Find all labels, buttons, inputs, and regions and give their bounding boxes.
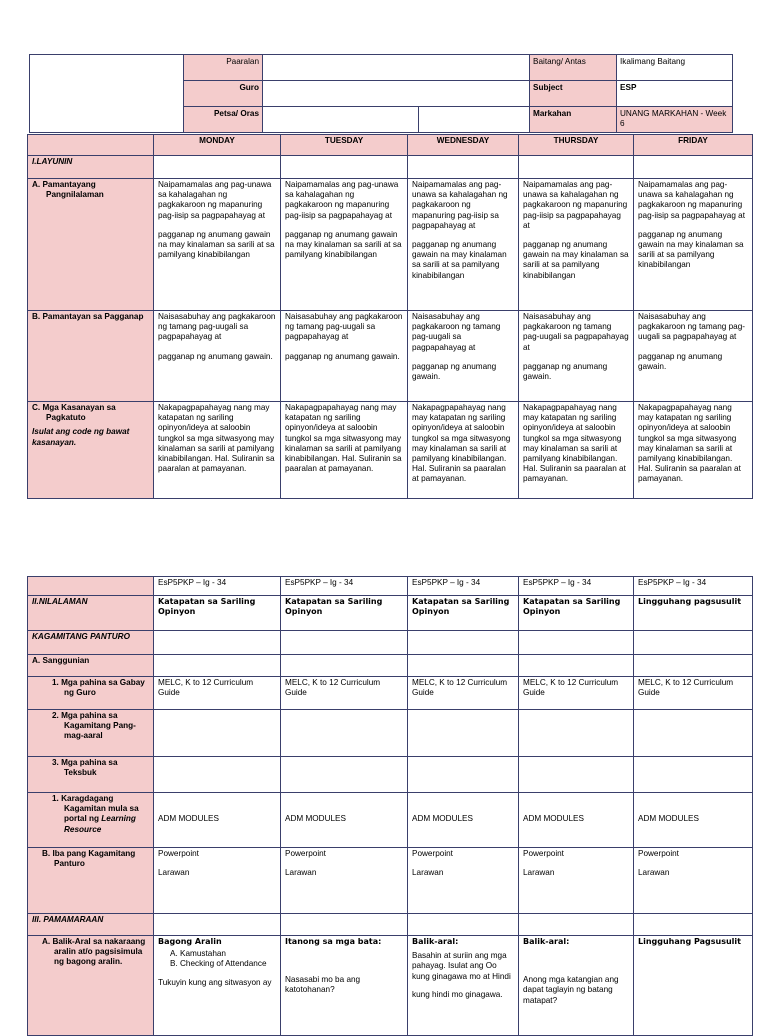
nilalaman-thursday: Katapatan sa Sariling Opinyon [519,596,634,631]
nilalaman-wednesday: Katapatan sa Sariling Opinyon [408,596,519,631]
pamantayang-thursday: Naipamamalas ang pag-unawa sa kahalagahan ng pagkakaroon ng mapanuring pag-iisip sa pagpapahayag at pagganap ng anumang gawain na may kinalaman sa sarili at sa pamilyang kinabibilangan [519,179,634,311]
kasanayan-thursday: Nakapagpapahayag nang may katapatan ng sariling opinyon/ideya at saloobin tungkol sa mga sitwasyong may kinalaman sa sarili at pamilyang kinabibilangan. Hal. Suliranin sa paaralan at pamayanan. [519,402,634,499]
nilalaman-friday: Lingguhang pagsusulit [634,596,753,631]
balik-aral-label: A. Balik-Aral sa nakaraang aralin at/o pagsisimula ng bagong aralin. [28,936,154,1036]
kasanayan-monday: Nakapagpapahayag nang may katapatan ng sariling opinyon/ideya at saloobin tungkol sa mga sitwasyong may kinalaman sa sarili at pamilyang kinabibilangan. Hal. Suliranin sa paaralan at pamayanan. [154,402,281,499]
teacher-value[interactable] [263,81,530,107]
day-monday: MONDAY [154,135,281,156]
iba-friday: Powerpoint Larawan [634,848,753,914]
iba-thursday: Powerpoint Larawan [519,848,634,914]
kasanayan-friday: Nakapagpapahayag nang may katapatan ng sariling opinyon/ideya at saloobin tungkol sa mga sitwasyong may kinalaman sa sarili at pamilyang kinabibilangan. Hal. Suliranin sa paaralan at pamayanan. [634,402,753,499]
karagdagang-kagamitan-label: 1. Karagdagang Kagamitan mula sa portal ng Learning Resource [28,793,154,848]
iba-monday: Powerpoint Larawan [154,848,281,914]
pagganap-friday: Naisasabuhay ang pagkakaroon ng tamang pag-uugali sa pagpapahayag at pagganap ng anumang gawain. [634,311,753,402]
gabay-guro-thursday: MELC, K to 12 Curriculum Guide [519,677,634,710]
pagganap-wednesday: Naisasabuhay ang pagkakaroon ng tamang pag-uugali sa pagpapahayag at pagganap ng anumang gawain. [408,311,519,402]
school-value[interactable] [263,55,530,81]
kagamitang-mag-aaral-label: 2. Mga pahina sa Kagamitang Pang-mag-aaral [28,710,154,757]
monday-list: A. Kamustahan B. Checking of Attendance [170,949,267,969]
nilalaman-table [27,576,753,1036]
teksbuk-label: 3. Mga pahina sa Teksbuk [28,757,154,793]
subject-label: Subject [530,81,617,107]
pagganap-thursday: Naisasabuhay ang pagkakaroon ng tamang pag-uugali sa pagpapahayag at pagganap ng anumang gawain. [519,311,634,402]
layunin-label: I.LAYUNIN [28,156,154,179]
quarter-label: Markahan [530,107,617,133]
grade-label: Baitang/ Antas [530,55,617,81]
date-label: Petsa/ Oras [184,107,263,133]
kasanayan-note: Isulat ang code ng bawat kasanayan. [32,427,130,447]
balik-tuesday: Itanong sa mga bata: Nasasabi mo ba ang katotohanan? [281,936,408,1036]
nilalaman-tuesday: Katapatan sa Sariling Opinyon [281,596,408,631]
adm-monday: ADM MODULES [154,793,281,848]
pamantayang-friday: Naipamamalas ang pag-unawa sa kahalagahan ng pagkakaroon ng mapanuring pag-iisip sa pagpapahayag at pagganap ng anumang gawain na may kinalaman sa sarili at sa pamilyang kinabibilangan [634,179,753,311]
kasanayan-tuesday: Nakapagpapahayag nang may katapatan ng sariling opinyon/ideya at saloobin tungkol sa mga sitwasyong may kinalaman sa sarili at pamilyang kinabibilangan. Hal. Suliranin sa paaralan at pamayanan. [281,402,408,499]
day-tuesday: TUESDAY [281,135,408,156]
teacher-label: Guro [184,81,263,107]
kasanayan-wednesday: Nakapagpapahayag nang may katapatan ng sariling opinyon/ideya at saloobin tungkol sa mga sitwasyong may kinalaman sa sarili at pamilyang kinabibilangan. Hal. Suliranin sa paaralan at pamayanan. [408,402,519,499]
day-wednesday: WEDNESDAY [408,135,519,156]
pamantayang-monday: Naipamamalas ang pag-unawa sa kahalagahan ng pagkakaroon ng mapanuring pag-iisip sa pagpapahayag at pagganap ng anumang gawain na may kinalaman sa sarili at sa pamilyang kinabibilangan [154,179,281,311]
pagganap-tuesday: Naisasabuhay ang pagkakaroon ng tamang pag-uugali sa pagpapahayag at pagganap ng anumang gawain. [281,311,408,402]
nilalaman-label: II.NILALAMAN [28,596,154,631]
school-label: Paaralan [184,55,263,81]
code-thursday: EsP5PKP – Ig - 34 [519,577,634,596]
day-thursday: THURSDAY [519,135,634,156]
pamantayang-tuesday: Naipamamalas ang pag-unawa sa kahalagahan ng pagkakaroon ng mapanuring pag-iisip sa pagpapahayag at pagganap ng anumang gawain na may kinalaman sa sarili at sa pamilyang kinabibilangan [281,179,408,311]
header-blank [30,55,184,133]
gabay-guro-wednesday: MELC, K to 12 Curriculum Guide [408,677,519,710]
pamantayan-pagganap-label: B. Pamantayan sa Pagganap [28,311,154,402]
date-value[interactable] [263,107,419,133]
corner-cell [28,135,154,156]
pamantayang-label: A. Pamantayang Pangnilalaman [28,179,154,311]
gabay-guro-friday: MELC, K to 12 Curriculum Guide [634,677,753,710]
balik-wednesday: Balik-aral: Basahin at suriin ang mga pahayag. Isulat ang Oo kung ginagawa mo at Hindi kung hindi mo ginagawa. [408,936,519,1036]
gabay-guro-label: 1. Mga pahina sa Gabay ng Guro [28,677,154,710]
iba-kagamitan-label: B. Iba pang Kagamitang Panturo [28,848,154,914]
adm-friday: ADM MODULES [634,793,753,848]
time-value[interactable] [419,107,530,133]
sanggunian-label: A. Sanggunian [28,655,154,677]
header-table [29,54,733,133]
code-tuesday: EsP5PKP – Ig - 34 [281,577,408,596]
adm-tuesday: ADM MODULES [281,793,408,848]
subject-value: ESP [617,81,733,107]
gabay-guro-monday: MELC, K to 12 Curriculum Guide [154,677,281,710]
pamamaraan-label: III. PAMAMARAAN [28,914,154,936]
iba-wednesday: Powerpoint Larawan [408,848,519,914]
code-monday: EsP5PKP – Ig - 34 [154,577,281,596]
iba-tuesday: Powerpoint Larawan [281,848,408,914]
code-wednesday: EsP5PKP – Ig - 34 [408,577,519,596]
balik-monday: Bagong Aralin A. Kamustahan B. Checking of Attendance Tukuyin kung ang sitwasyon ay [154,936,281,1036]
balik-friday: Lingguhang Pagsusulit [634,936,753,1036]
pamantayang-wednesday: Naipamamalas ang pag-unawa sa kahalagahan ng pagkakaroon ng mapanuring pag-iisip sa pagpapahayag at pagganap ng anumang gawain na may kinalaman sa sarili at sa pamilyang kinabibilangan [408,179,519,311]
nilalaman-monday: Katapatan sa Sariling Opinyon [154,596,281,631]
gabay-guro-tuesday: MELC, K to 12 Curriculum Guide [281,677,408,710]
kagamitan-label: KAGAMITANG PANTURO [28,631,154,655]
adm-wednesday: ADM MODULES [408,793,519,848]
layunin-table [27,134,753,499]
quarter-value: UNANG MARKAHAN - Week 6 [617,107,733,133]
day-friday: FRIDAY [634,135,753,156]
code-friday: EsP5PKP – Ig - 34 [634,577,753,596]
adm-thursday: ADM MODULES [519,793,634,848]
balik-thursday: Balik-aral: Anong mga katangian ang dapat taglayin ng batang matapat? [519,936,634,1036]
kasanayan-label: C. Mga Kasanayan sa Pagkatuto Isulat ang code ng bawat kasanayan. [28,402,154,499]
pagganap-monday: Naisasabuhay ang pagkakaroon ng tamang pag-uugali sa pagpapahayag at pagganap ng anumang gawain. [154,311,281,402]
grade-value: Ikalimang Baitang [617,55,733,81]
